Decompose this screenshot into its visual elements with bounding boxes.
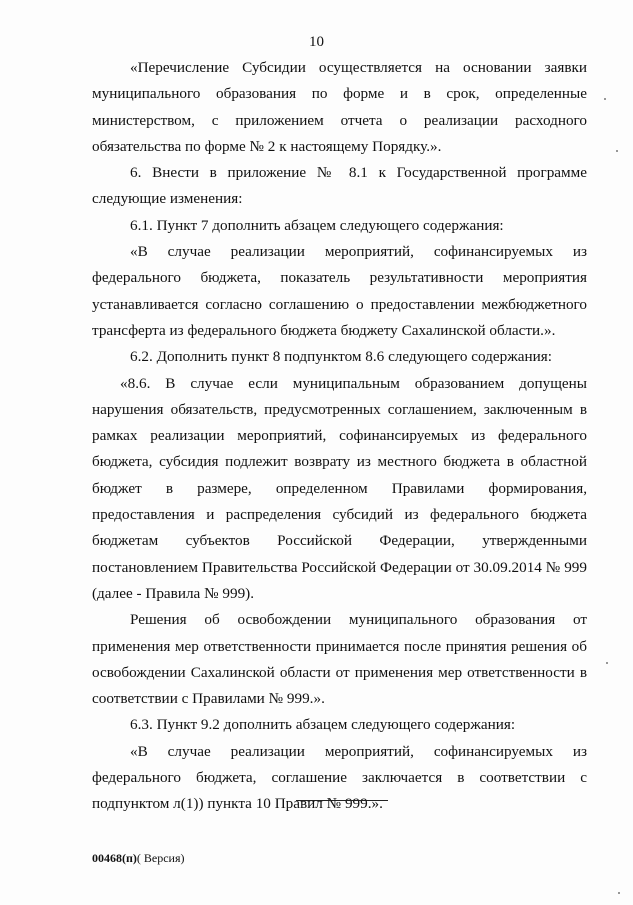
paragraph-item-6: 6. Внести в приложение № 8.1 к Государственной программе следующие изменения:: [92, 164, 587, 208]
paragraph-item-6-2: 6.2. Дополнить пункт 8 подпунктом 8.6 следующего содержания:: [130, 348, 552, 366]
paragraph-item-8-6: «8.6. В случае если муниципальным образованием допущены нарушения обязательств, предусмотренных соглашением, заключенным в рамках реализации мероприятий, софинансируемых из федерального бюджета, субсидия подлежит возврату из местного бюджета в областной бюджет в размере, определенном Правилами формирования, предоставления и распределения субсидий из федерального бюджета бюджетам субъектов Российской Федерации, утвержденными постановлением Правительства Российской Федерации от 30.09.2014 № 999 (далее - Правила № 999).: [92, 374, 587, 602]
end-separator-line: [296, 800, 388, 801]
scan-speck: [604, 98, 606, 100]
paragraph-release-decision: Решения об освобождении муниципального образования от применения мер ответственности принимается после принятия решения об освобождении Сахалинской области от применения мер ответственности в соответствии с Правилами № 999.».: [92, 611, 587, 708]
paragraph-item-6-1-text: «В случае реализации мероприятий, софинансируемых из федерального бюджета, показатель результативности мероприятия устанавливается согласно соглашению о предоставлении межбюджетного трансферта из федерального бюджета бюджету Сахалинской области.».: [92, 243, 587, 339]
paragraph-subsidy-transfer: «Перечисление Субсидии осуществляется на основании заявки муниципального образования по форме и в срок, определенные министерством, с приложением отчета о реализации расходного обязательства по форме № 2 к настоящему Порядку.».: [92, 59, 587, 155]
footer-document-code: 00468(п): [92, 851, 137, 865]
document-footer: [92, 851, 185, 866]
document-body: [92, 55, 587, 818]
paragraph-item-6-3-text: «В случае реализации мероприятий, софинансируемых из федерального бюджета, соглашение заключается в соответствии с подпунктом л(1)) пункта 10 Правил № 999.».: [92, 742, 587, 813]
page-number: 10: [309, 34, 324, 50]
paragraph-item-6-3: 6.3. Пункт 9.2 дополнить абзацем следующего содержания:: [130, 716, 516, 734]
scan-speck: [606, 662, 608, 664]
paragraph-item-6-1: 6.1. Пункт 7 дополнить абзацем следующего содержания:: [130, 216, 504, 234]
scan-speck: [616, 150, 618, 152]
scan-speck: [618, 892, 620, 894]
footer-version-label: ( Версия): [136, 851, 185, 865]
